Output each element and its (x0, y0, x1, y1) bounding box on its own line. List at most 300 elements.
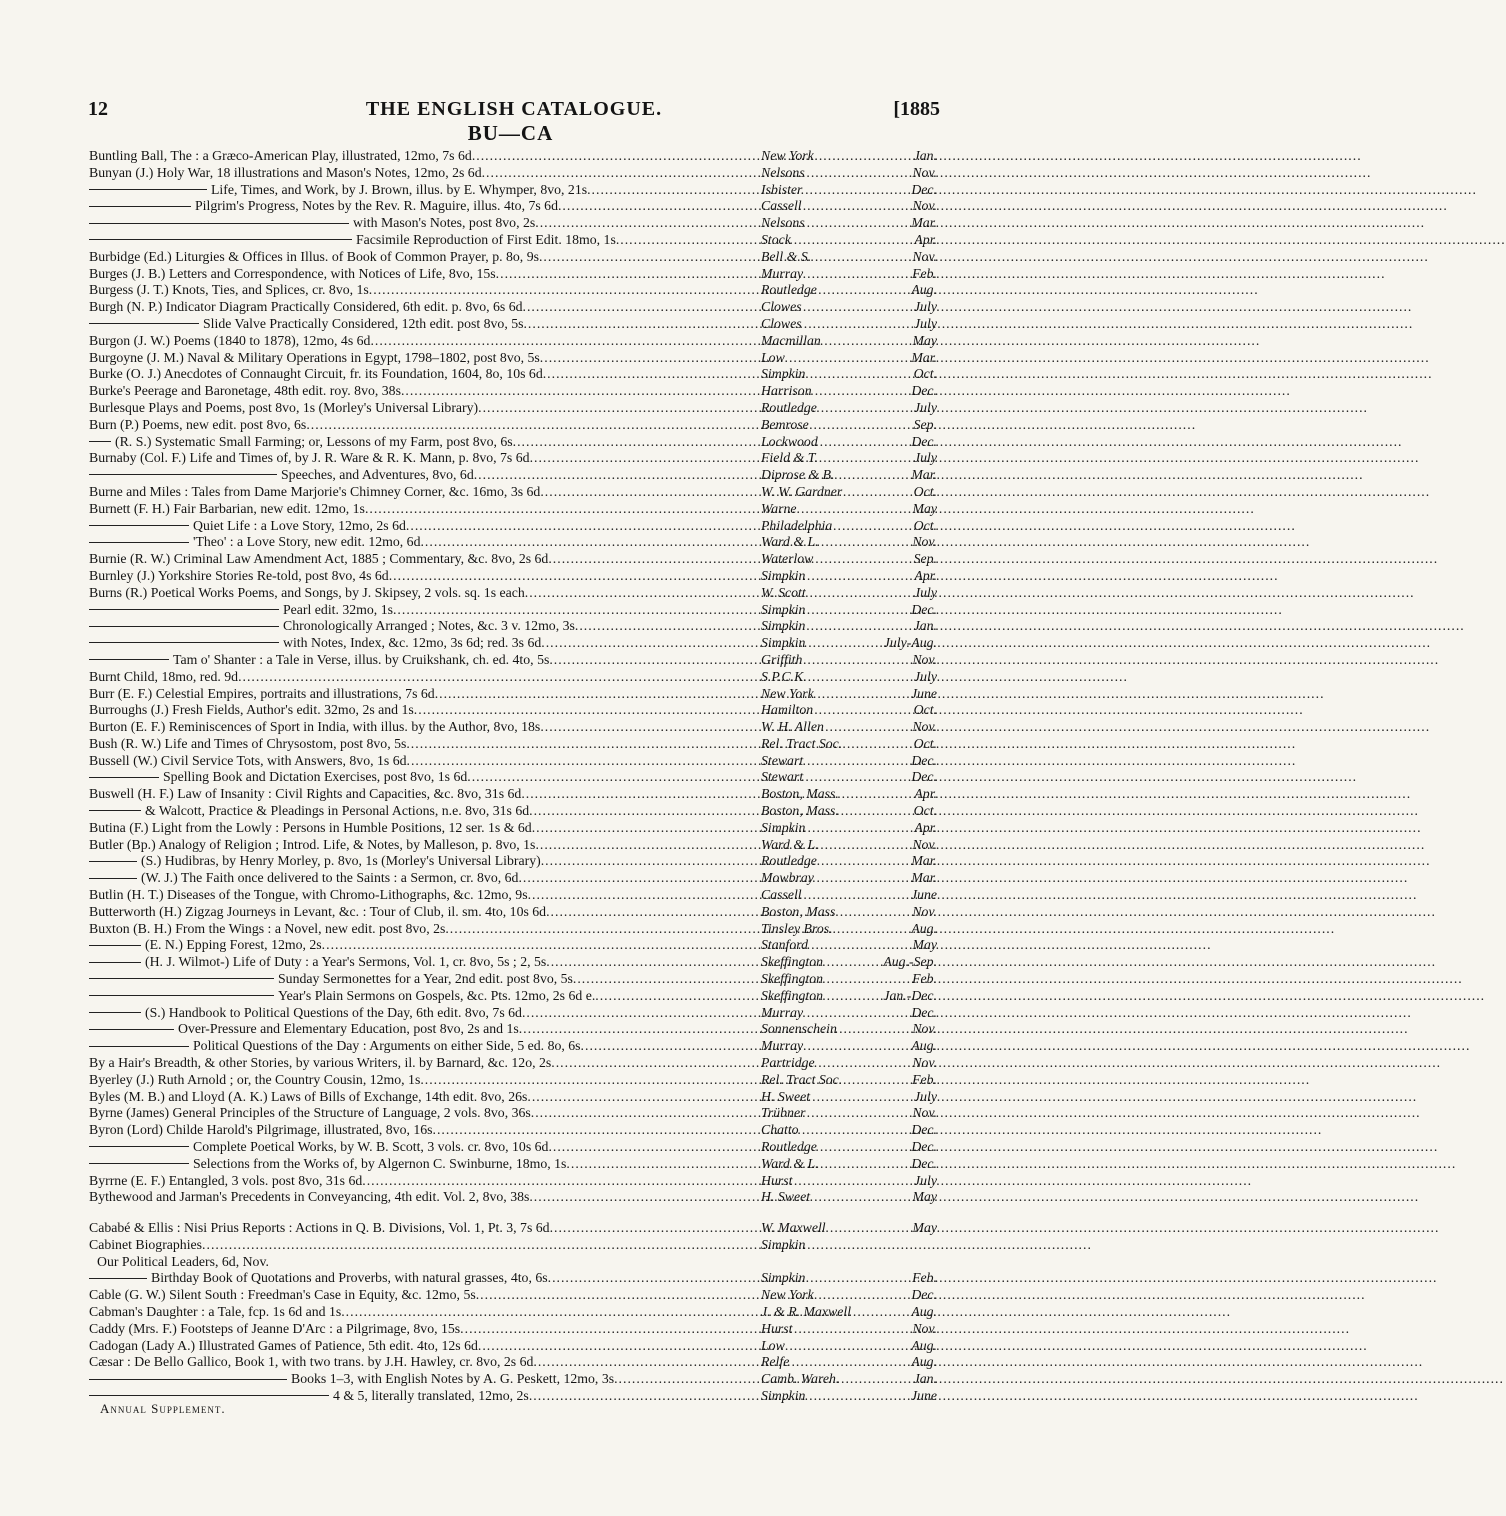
dot-leader (529, 1189, 757, 1206)
entry-description (89, 1089, 527, 1106)
entry-month: July (914, 668, 937, 684)
entry-publisher: Boston, Mass. (761, 786, 839, 802)
entry-description (89, 786, 521, 803)
entry-description (89, 198, 558, 215)
entry-month: Oct. (913, 483, 937, 499)
dot-leader (369, 282, 757, 299)
entry-list-bu (89, 148, 937, 1206)
dot-leader (420, 1072, 757, 1089)
entry-description (89, 837, 535, 854)
entry-text: Byrne (James) General Principles of the Structure of Language, 2 vols. 8vo, 36s (89, 1105, 531, 1121)
catalogue-entry (89, 669, 937, 686)
entry-text: Burbidge (Ed.) Liturgies & Offices in Illus. of Book of Common Prayer, p. 8o, 9s (89, 248, 539, 264)
entry-description (89, 602, 393, 619)
dot-leader (531, 1105, 757, 1122)
entry-month: Dec. (911, 601, 937, 617)
entry-text: (E. N.) Epping Forest, 12mo, 2s (145, 937, 322, 953)
ditto-rule (89, 810, 141, 811)
ditto-rule (89, 659, 169, 660)
dot-leader (365, 501, 757, 518)
entry-text: Pilgrim's Progress, Notes by the Rev. R. Maguire, illus. 4to, 7s 6d (195, 198, 558, 214)
entry-description (89, 803, 529, 820)
entry-publisher: Warne (761, 500, 797, 516)
entry-description (89, 366, 543, 383)
entry-description (89, 753, 407, 770)
entry-publisher: Philadelphia (761, 517, 833, 533)
dot-leader (482, 165, 757, 182)
entry-description (89, 333, 370, 350)
ditto-rule (89, 542, 189, 543)
entry-text: Sunday Sermonettes for a Year, 2nd edit. post 8vo, 5s (278, 971, 573, 987)
dot-leader (548, 1270, 757, 1287)
entry-text: Buntling Ball, The : a Græco-American Play, illustrated, 12mo, 7s 6d (89, 148, 472, 163)
entry-text: Burroughs (J.) Fresh Fields, Author's edit. 32mo, 2s and 1s (89, 702, 414, 718)
entry-publisher: New York (761, 685, 814, 701)
catalogue-entry (89, 1089, 937, 1106)
ditto-rule (89, 978, 274, 979)
entry-text: Burns (R.) Poetical Works Poems, and Songs, by J. Skipsey, 2 vols. sq. 1s each (89, 584, 525, 600)
dot-leader (522, 1005, 757, 1022)
entry-month: July (914, 1088, 937, 1104)
entry-publisher: Simpkin (761, 618, 806, 634)
entry-text: Complete Poetical Works, by W. B. Scott, 3 vols. cr. 8vo, 10s 6d (193, 1139, 549, 1155)
catalogue-entry (89, 1338, 937, 1355)
ditto-rule (89, 239, 352, 240)
entry-publisher: Low (761, 1337, 785, 1353)
catalogue-entry (89, 887, 937, 904)
entry-text: Byerley (J.) Ruth Arnold ; or, the Country Cousin, 12mo, 1s (89, 1071, 421, 1087)
entry-description (89, 450, 530, 467)
dot-leader (566, 1156, 757, 1173)
catalogue-entry (89, 786, 937, 803)
catalogue-entry (89, 400, 937, 417)
dot-leader (573, 971, 757, 988)
entry-text: Our Political Leaders, 6d, Nov. (97, 1253, 269, 1269)
entry-publisher: Simpkin (761, 819, 806, 835)
catalogue-entry (89, 904, 937, 921)
dot-leader (533, 1354, 757, 1371)
ditto-rule (89, 189, 207, 190)
entry-month: Feb. (912, 1270, 937, 1286)
entry-text: Slide Valve Practically Considered, 12th edit. post 8vo, 5s (203, 315, 524, 331)
dot-leader (460, 1321, 757, 1338)
entry-month: Nov. (912, 1021, 937, 1037)
dot-leader (523, 299, 757, 316)
catalogue-entry (89, 1220, 937, 1237)
ditto-rule (89, 1379, 287, 1380)
entry-description (89, 568, 389, 585)
entry-description (89, 249, 539, 266)
catalogue-entry (89, 232, 937, 249)
entry-text: Burgoyne (J. M.) Naval & Military Operations in Egypt, 1798–1802, post 8vo, 5s (89, 349, 540, 365)
catalogue-entry (89, 1021, 937, 1038)
dot-leader (543, 366, 757, 383)
year-label: [1885 (893, 98, 940, 120)
entry-description (89, 1304, 341, 1321)
entry-text: Burgess (J. T.) Knots, Ties, and Splices, cr. 8vo, 1s (89, 282, 369, 298)
dot-leader (535, 215, 757, 232)
entry-publisher: S.P.C.K. (761, 668, 807, 684)
entry-description (89, 1270, 548, 1287)
catalogue-entry (89, 1270, 937, 1287)
entry-month: May (912, 1189, 937, 1205)
entry-text: Caddy (Mrs. F.) Footsteps of Jeanne D'Arc : a Pilgrimage, 8vo, 15s (89, 1320, 461, 1336)
entry-month: Aug. (911, 1038, 937, 1054)
entry-text: (S.) Hudibras, by Henry Morley, p. 8vo, 1s (Morley's Universal Library) (141, 853, 541, 869)
entry-publisher: Isbister (761, 181, 803, 197)
entry-publisher: Simpkin (761, 1236, 806, 1252)
entry-month: Dec. (911, 1155, 937, 1171)
entry-text: Cable (G. W.) Silent South : Freedman's Case in Equity, &c. 12mo, 5s (89, 1287, 476, 1303)
dot-leader (362, 1173, 757, 1190)
dot-leader (496, 266, 757, 283)
entry-month: Aug. (911, 1303, 937, 1319)
entry-description (89, 585, 525, 602)
entry-publisher: W. Scott (761, 584, 806, 600)
catalogue-entry (89, 551, 937, 568)
dot-leader (558, 198, 757, 215)
entry-month: Dec. (911, 1139, 937, 1155)
entry-description (89, 501, 365, 518)
entry-publisher: Murray (761, 1038, 804, 1054)
entry-text: Life, Times, and Work, by J. Brown, illus. by E. Whymper, 8vo, 21s (211, 181, 588, 197)
entry-month: Nov. (912, 903, 937, 919)
entry-publisher: Cassell (761, 198, 802, 214)
entry-month: Dec. (911, 769, 937, 785)
entry-text: Cæsar : De Bello Gallico, Book 1, with two trans. by J.H. Hawley, cr. 8vo, 2s 6d (89, 1354, 534, 1370)
catalogue-entry (89, 518, 937, 535)
catalogue-entry (89, 484, 937, 501)
dot-leader (551, 1055, 757, 1072)
ditto-rule (89, 1278, 147, 1279)
entry-month: Jan. (913, 148, 937, 163)
entry-text: Pearl edit. 32mo, 1s (283, 601, 393, 617)
entry-publisher: Bell & S. (761, 248, 812, 264)
entry-description (89, 904, 546, 921)
entry-description (89, 165, 482, 182)
entry-month: May (912, 500, 937, 516)
entry-text: Byrrne (E. F.) Entangled, 3 vols. post 8vo, 31s 6d (89, 1172, 363, 1188)
entry-month: Oct. (913, 517, 937, 533)
dot-leader (541, 853, 757, 870)
catalogue-entry (89, 534, 937, 551)
entry-month: Jan.-Dec. (883, 987, 937, 1003)
entry-month: Mar. (911, 853, 937, 869)
entry-month: Oct. (913, 735, 937, 751)
ditto-rule (89, 878, 137, 879)
dot-leader (581, 1038, 757, 1055)
catalogue-entry (89, 686, 937, 703)
entry-month: Dec. (911, 181, 937, 197)
entry-text: Burke's Peerage and Baronetage, 48th edit. roy. 8vo, 38s (89, 383, 401, 399)
entry-text: Butina (F.) Light from the Lowly : Persons in Humble Positions, 12 ser. 1s & 6d (89, 819, 532, 835)
dot-leader (513, 434, 757, 451)
entry-month: July-Aug. (883, 635, 937, 651)
entry-publisher: Waterlow (761, 551, 814, 567)
catalogue-entry (89, 753, 937, 770)
entry-description (89, 1321, 460, 1338)
entry-description (89, 702, 414, 719)
entry-text: Cababé & Ellis : Nisi Prius Reports : Actions in Q. B. Divisions, Vol. 1, Pt. 3, 7s 6d (89, 1220, 550, 1235)
dot-leader (616, 232, 757, 249)
entry-description (89, 870, 518, 887)
entry-month: Jan. (913, 1371, 937, 1387)
entry-month: Nov. (912, 1320, 937, 1336)
dot-leader (406, 736, 757, 753)
catalogue-entry (89, 316, 937, 333)
entry-publisher: Field & T. (761, 450, 818, 466)
entry-publisher: Camb. Wareh. (761, 1371, 840, 1387)
entry-month: Feb. (912, 1071, 937, 1087)
entry-text: Speeches, and Adventures, 8vo, 6d (281, 467, 474, 483)
dot-leader (614, 1371, 757, 1388)
dot-leader (518, 870, 757, 887)
dot-leader (575, 618, 757, 635)
entry-list-ca (89, 1220, 937, 1405)
entry-text: with Notes, Index, &c. 12mo, 3s 6d; red. 3s 6d (283, 635, 542, 651)
entry-month: Apr. (914, 819, 937, 835)
entry-publisher: Macmillan (761, 332, 821, 348)
entry-month: Feb. (912, 971, 937, 987)
catalogue-entry (89, 182, 937, 199)
entry-description (89, 1105, 531, 1122)
catalogue-entry (89, 266, 937, 283)
ditto-rule (89, 962, 141, 963)
catalogue-entry (89, 467, 937, 484)
entry-text: Cabman's Daughter : a Tale, fcp. 1s 6d and 1s (89, 1303, 342, 1319)
entry-month: Nov. (912, 248, 937, 264)
entry-text: 'Theo' : a Love Story, new edit. 12mo, 6d (193, 534, 421, 550)
ditto-rule (89, 323, 199, 324)
entry-month: July (914, 399, 937, 415)
entry-description (89, 618, 575, 635)
catalogue-entry (89, 602, 937, 619)
entry-description (89, 635, 541, 652)
entry-publisher: Hurst (761, 1172, 793, 1188)
entry-text: Cadogan (Lady A.) Illustrated Games of Patience, 5th edit. 4to, 12s 6d (89, 1337, 478, 1353)
dot-leader (420, 534, 757, 551)
catalogue-entry (89, 1173, 937, 1190)
entry-publisher: Stock (761, 231, 791, 247)
dot-leader (306, 417, 757, 434)
dot-leader (406, 518, 757, 535)
catalogue-entry (89, 652, 937, 669)
entry-publisher: Murray (761, 265, 804, 281)
entry-publisher: Bemrose (761, 416, 809, 432)
catalogue-entry (89, 299, 937, 316)
dot-leader (435, 686, 757, 703)
catalogue-entry (89, 702, 937, 719)
entry-description (89, 853, 541, 870)
entry-description (89, 669, 238, 686)
entry-text: Spelling Book and Dictation Exercises, post 8vo, 1s 6d (163, 769, 468, 785)
entry-description (89, 215, 535, 232)
ditto-rule (89, 1046, 189, 1047)
entry-publisher: H. Sweet (761, 1189, 811, 1205)
entry-publisher: Routledge (761, 399, 817, 415)
catalogue-entry (89, 1055, 937, 1072)
entry-publisher: Harrison (761, 383, 812, 399)
entry-description (89, 1338, 478, 1355)
dot-leader (530, 450, 757, 467)
entry-month: Mar. (911, 215, 937, 231)
entry-text: (W. J.) The Faith once delivered to the Saints : a Sermon, cr. 8vo, 6d (141, 870, 519, 886)
entry-text: Burnie (R. W.) Criminal Law Amendment Act, 1885 ; Commentary, &c. 8vo, 2s 6d (89, 551, 549, 567)
ditto-rule (89, 777, 159, 778)
entry-publisher: Skeffington (761, 954, 824, 970)
entry-description (89, 1237, 202, 1254)
ditto-rule (89, 945, 141, 946)
entry-publisher: Hurst (761, 1320, 793, 1336)
dot-leader (539, 249, 757, 266)
entry-publisher: Ward & L. (761, 836, 819, 852)
entry-description (89, 1139, 548, 1156)
entry-month: Dec. (911, 1004, 937, 1020)
dot-leader (540, 719, 757, 736)
entry-month: July (914, 315, 937, 331)
entry-publisher: New York (761, 1287, 814, 1303)
dot-leader (549, 652, 757, 669)
dot-leader (467, 769, 757, 786)
entry-text: Burne and Miles : Tales from Dame Marjorie's Chimney Corner, &c. 16mo, 3s 6d (89, 483, 541, 499)
entry-description (89, 652, 549, 669)
entry-text: with Mason's Notes, post 8vo, 2s (353, 215, 536, 231)
dot-leader (341, 1304, 757, 1321)
entry-description (89, 887, 528, 904)
catalogue-entry (89, 870, 937, 887)
catalogue-entry (89, 769, 937, 786)
entry-text: Birthday Book of Quotations and Proverbs, with natural grasses, 4to, 6s (151, 1270, 548, 1286)
entry-publisher: New York (761, 148, 814, 163)
entry-publisher: Skeffington (761, 987, 824, 1003)
entry-publisher: Routledge (761, 1139, 817, 1155)
entry-text: (H. J. Wilmot-) Life of Duty : a Year's Sermons, Vol. 1, cr. 8vo, 5s ; 2, 5s (145, 954, 547, 970)
entry-month: July (914, 299, 937, 315)
entry-publisher: Diprose & B. (761, 467, 835, 483)
catalogue-entry (89, 618, 937, 635)
catalogue-entry (89, 1139, 937, 1156)
entry-publisher: Nelsons (761, 164, 805, 180)
entry-description (89, 719, 540, 736)
entry-text: Burlesque Plays and Poems, post 8vo, 1s (Morley's Universal Library) (89, 399, 479, 415)
ditto-rule (89, 861, 137, 862)
entry-month: Nov. (912, 534, 937, 550)
dot-leader (529, 803, 757, 820)
entry-text: Bussell (W.) Civil Service Tots, with Answers, 8vo, 1s 6d (89, 752, 407, 768)
entry-description (89, 820, 532, 837)
entry-publisher: Low (761, 349, 785, 365)
entry-description (89, 1156, 566, 1173)
entry-publisher: Cassell (761, 887, 802, 903)
dot-leader (202, 1237, 757, 1254)
entry-text: Selections from the Works of, by Algernon C. Swinburne, 18mo, 1s (193, 1155, 567, 1171)
catalogue-entry (89, 366, 937, 383)
catalogue-entry (89, 282, 937, 299)
entry-month: Jan. (913, 618, 937, 634)
entry-publisher: J. & R. Maxwell (761, 1303, 852, 1319)
entry-month: July (914, 450, 937, 466)
entry-month: Nov. (912, 1055, 937, 1071)
entry-description (89, 1038, 581, 1055)
entry-month: Nov. (912, 164, 937, 180)
entry-description (89, 266, 496, 283)
entry-month: Nov. (912, 836, 937, 852)
entry-month: Aug.-Sep. (883, 954, 937, 970)
entry-description (89, 534, 420, 551)
entry-text: Burnt Child, 18mo, red. 9d (89, 668, 239, 684)
catalogue-entry (89, 568, 937, 585)
entry-publisher: Murray (761, 1004, 804, 1020)
catalogue-entry (89, 148, 937, 165)
ditto-rule (89, 223, 349, 224)
entry-description (89, 282, 369, 299)
entry-text: Burton (E. F.) Reminiscences of Sport in India, with illus. by the Author, 8vo, 18s (89, 719, 541, 735)
entry-month: Aug. (911, 920, 937, 936)
entry-text: Butler (Bp.) Analogy of Religion ; Introd. Life, & Notes, by Malleson, p. 8vo, 1s (89, 836, 536, 852)
entry-description (89, 954, 546, 971)
entry-month: July (914, 584, 937, 600)
entry-month: Dec. (911, 383, 937, 399)
dot-leader (445, 921, 757, 938)
ditto-rule (89, 474, 277, 475)
dot-leader (548, 1139, 757, 1156)
entry-month: Nov. (912, 651, 937, 667)
entry-description (89, 232, 616, 249)
entry-month: Sep. (913, 416, 937, 432)
entry-text: Cabinet Biographies (89, 1236, 203, 1252)
catalogue-entry (89, 1122, 937, 1139)
entry-month: July (914, 1172, 937, 1188)
entry-publisher: Stewart (761, 769, 804, 785)
entry-month: May (912, 937, 937, 953)
entry-month: Nov. (912, 198, 937, 214)
catalogue-entry (89, 1321, 937, 1338)
entry-month: Aug. (911, 282, 937, 298)
catalogue-entry (89, 971, 937, 988)
entry-publisher: Tinsley Bros. (761, 920, 833, 936)
entry-month: Oct. (913, 803, 937, 819)
entry-description (89, 1287, 476, 1304)
running-title: THE ENGLISH CATALOGUE. (365, 98, 663, 120)
entry-text: (R. S.) Systematic Small Farming; or, Lessons of my Farm, post 8vo, 6s (115, 433, 513, 449)
ditto-rule (89, 206, 191, 207)
dot-leader (523, 316, 757, 333)
entry-month: Dec. (911, 1122, 937, 1138)
entry-description (89, 484, 540, 501)
entry-description (89, 1220, 550, 1237)
entry-text: Burnaby (Col. F.) Life and Times of, by J. R. Ware & R. K. Mann, p. 8vo, 7s 6d (89, 450, 530, 466)
entry-text: Chronologically Arranged ; Notes, &c. 3 v. 12mo, 3s (283, 618, 575, 634)
catalogue-entry (89, 820, 937, 837)
entry-month: June (910, 887, 937, 903)
entry-description (89, 434, 513, 451)
dot-leader (528, 887, 757, 904)
dot-leader (407, 753, 757, 770)
entry-publisher: Partridge (761, 1055, 815, 1071)
entry-description (89, 551, 548, 568)
entry-month: June (910, 685, 937, 701)
dot-leader (393, 602, 757, 619)
entry-publisher: W. H. Allen (761, 719, 824, 735)
entry-month: Mar. (911, 349, 937, 365)
entry-month: Nov. (912, 1105, 937, 1121)
catalogue-entry (89, 249, 937, 266)
entry-description (89, 1189, 529, 1206)
entry-publisher: Ward & L. (761, 1155, 819, 1171)
catalogue-entry (89, 198, 937, 215)
dot-leader (322, 937, 757, 954)
entry-description (89, 1055, 551, 1072)
